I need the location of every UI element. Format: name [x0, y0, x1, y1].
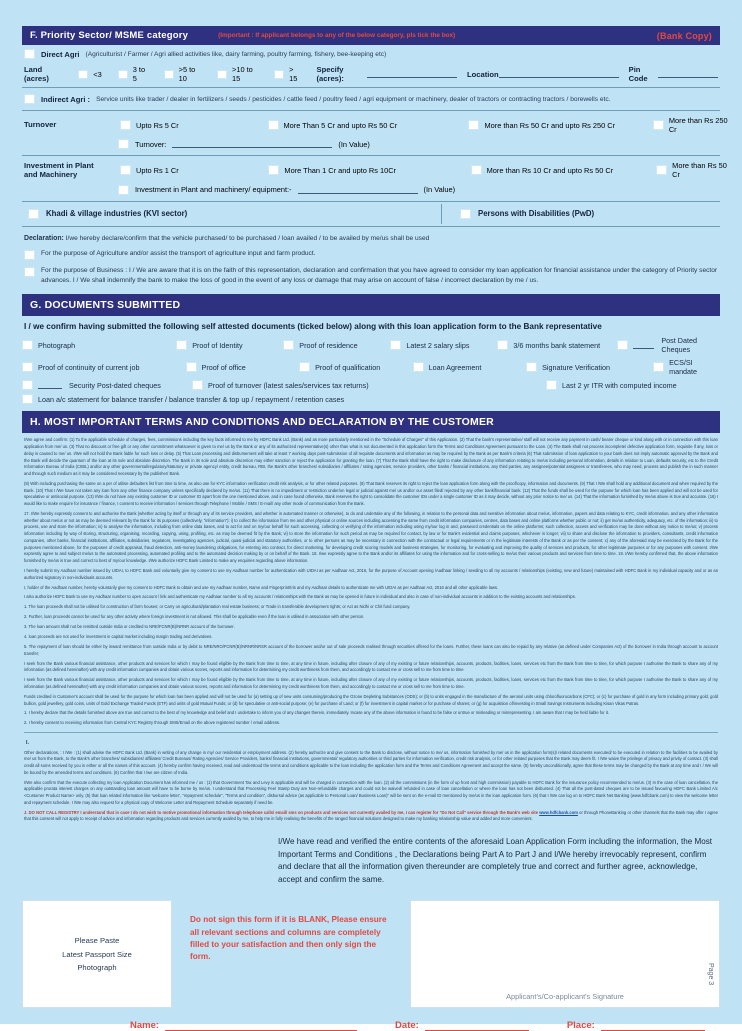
doc-label-continuity-job: Proof of continuity of current job: [38, 362, 140, 372]
direct-agri-row: [22, 45, 720, 63]
checkbox-investment-value[interactable]: [118, 185, 129, 195]
doc-label-proof-turnover: Proof of turnover (latest sales/services tax returns): [208, 380, 369, 390]
checkbox-pwd[interactable]: [460, 209, 471, 219]
kvi-pwd-row: [22, 204, 720, 224]
verification-statement: I/We have read and verified the entire contents of the aforesaid Loan Application Form including the information, the Most Important Terms and Conditions , the Declarations being Part A to Part J and I/We hereby irrevocably represent, confirm and declare that all the information given thereunder are completely true and correct and further agree, acknowledge, accept and confirm the same.: [278, 837, 713, 884]
terms-paragraph-1: I/We agree and confirm: (1) To the applicable schedule of charges, fees, commissions including the key facts informed to me by HDFC Bank Ltd. (Bank) and as more particularly mentioned in the "Schedule of Charges" of this Application. (2) That the bank's representative/ staff will not receive any payment in cash/ bearer cheque or kind along with or in connection with this loan application from me/ us. (3) That no discount or free gift or any other commitment whatsoever is given to me/ us by the Bank or any of its authorized representative(s) other than what is not documented in this application form the Terms and Conditions Agreement pursuant to the Loan. (4) The Bank shall not process incomplete/ defective application form, requisite if any, loss or delay is caused to me/ us. I/We will not hold the Bank liable for such loss or delay. (5) That Loan processing and disbursement will take at least 7 working days post-submission of all requisite documents and information as may be required by the Bank as per Bank's criteria (6) That submission of loan application to your bank does not imply automatic approval by the Bank and the Bank will decide the quantum of the loan at its sole and absolute discretion. The Bank in its sole and absolute discretion may either sanction or reject the application for granting the loan. (7) That the Bank shall have the right to make disclosure of any information relating to me/us including personal information, details in relation to Loan, defaults security, etc to the Credit Information Bureau of India (CIBIL) and/or any other governmental/regulatory/statutory or private agency/ entity, credit bureau, RBI, the Bank's other branches/ subsidiaries / affiliates / rating agencies, service providers, other banks / financial institutions, any third parties, any assignee/potential assignees or transferees, who may need, process and publish the in such manner and through such medium as it may be considered necessary by the publisher/ Bank.: [24, 437, 718, 477]
signature-label: Applicant's/Co-applicant's Signature: [506, 992, 624, 1002]
declaration-item-1-text: For the purpose of Agriculture and/or assist the transport of agriculture input and farm product.: [41, 250, 316, 258]
doc-item-signature-verification[interactable]: [526, 362, 653, 372]
investment-option-3[interactable]: [656, 161, 731, 179]
checkbox-doc-salary-slips[interactable]: [390, 340, 401, 350]
doc-label-photograph: Photograph: [38, 340, 76, 350]
doc-item-proof-qualification[interactable]: [299, 362, 413, 372]
terms-paragraph-3: 17. I/We hereby expressly consent to and authorise the Bank (whether acting by itself or through any of its service providers, and whether in automated manner or otherwise), to do and undertake any of the following, in relation to the personal data and sensitive information about me/us, information, papers and data relating to KYC, credit information, and any other information whether about me/us or not as may be deemed relevant by the Bank for its purposes (collectively, "information"): i) to collect the information from me and other physical or online sources including accessing the same from credit information companies, centres, data bases and online platforms whether public or not; ii) get me/us authenticity, adequacy, etc. of the information; iii) to process, use and store the information; iv) to analyse the information, including from online data bases, and to act for and on my/our behalf for such accessing, collecting or verifying of the information including using my/our log in and, password credentials on the online platforms; such collection, access and verification may be done without any notice to me/us; v) process information including by way of storing, structuring, organising, recording, copying, using, profiling, etc. as may be deemed fit by the Bank; vi) to store the information for such period as may be required for contact, by law or for Bank's evidential and claims purposes, whichever is longer; vii) to share and disclose the information to providers, consultants, credit information companies, other banks, financial institutions, affiliates, subsidiaries, regulators, investigating agencies, judicial, quasi-judicial and statutory authorities, or to other persons as may be necessary in connection with the contractual or legal requirements or in the legitimate interests of the Bank or as per the consent; x) any of the aforesaid may be exercised by the Bank for the purposes mentioned above, for the purposes of credit appraisal, fraud detection, anti-money laundering obligations, for entering into contract, for direct marketing, for developing credit scoring models and business strategies, for monitoring, for evaluating and improving the quality of services and products, for other legitimate purposes or for any purposes with consent. I/We expressly agree to and subject me/us to the automated processing, automated profiling and to the automated decision making by or on behalf of the Bank. 18. I/we expressly agree to the Bank and/or its affiliates for using the information and for cross-selling to me/us their various products and services from time to time. 19. I/We hereby confirmed that, the above information furnished by me/us is true and correct to best of my/our knowledge. I/We authorize HDFC Bank Limited to make any enquiries regarding above information.: [24, 510, 718, 564]
name-date-place-row: [22, 1008, 720, 1031]
kvi-cell[interactable]: [22, 204, 442, 224]
declaration-lead-text: I/we hereby declare/confirm that the vehicle purchased/ to be purchased / loan availed / to be availed by me/us shall be used: [65, 234, 430, 242]
documents-row-1: [22, 334, 720, 356]
checkbox-turnover-3[interactable]: [653, 120, 664, 130]
checkbox-doc-loan-ac-statement[interactable]: [22, 394, 33, 404]
checkbox-doc-proof-qualification[interactable]: [299, 362, 310, 372]
doc-label-loan-agreement: Loan Agreement: [428, 362, 482, 372]
turnover-option-label-2: More than Rs 50 Cr and upto Rs 250 Cr: [484, 120, 616, 130]
doc-item-proof-residence[interactable]: [283, 340, 390, 350]
checkbox-kvi[interactable]: [28, 209, 39, 219]
terms-paragraph-18: I/We also confirm that the execute collecting my loan Application Document has informed me / us : (1) that Government Tax and Levy is applicable and will be charged in connection with the loan. (2) all the commissions (in the form of up front and high commission) payable to HDFC Bank for the insurance policy recommended to me/us. (3) In the case of loan cancellation, the applicable prorata interest charges on any outstanding loan amount will have to be borne by me/us. I understand that Processing Fee/ Stamp Duty are Non-refundable charges and could not be waived/ refunded in case of loan cancellation or where the loan has not been disbursed. (4) That all the post-dated cheques are to be issued favouring HDFC Bank Limited A/c <Customer Product Name> only. (5) that loan related information like 'welcome letter', "repayment schedule", "Terms and condition", disbursal advice (as applicable to Personal Loan/ Business Loan)" will be sent on the e-mail ID mentioned by me/us in the loan application form. (6) that I /We can log on to HDFC Bank Net Banking (www.hdfcbank.com) to view the welcome letter and repayment schedule. I /We may also request for a physical copy of Welcome Letter and Repayment Schedule separately if need be.: [24, 779, 718, 805]
doc-item-photograph[interactable]: [22, 340, 176, 350]
photo-line-3: Photograph: [77, 963, 117, 973]
pwd-cell[interactable]: [442, 204, 720, 224]
land-option-0[interactable]: [78, 70, 101, 79]
turnover-option-1[interactable]: [268, 120, 469, 130]
doc-label-post-dated-cheques: Post Dated Cheques: [661, 336, 697, 355]
investment-option-1[interactable]: [268, 165, 470, 175]
doc-item-security-cheques[interactable]: [22, 380, 192, 390]
checkbox-doc-proof-identity[interactable]: [176, 340, 187, 350]
investment-row: [22, 158, 727, 183]
doc-item-continuity-job[interactable]: [22, 362, 186, 372]
place-input[interactable]: [601, 1020, 705, 1031]
blank-form-warning: Do not sign this form if it is BLANK, Please ensure all relevant sections and columns are completely filled to your satisfaction and then only sign the form.: [190, 915, 387, 962]
hdfc-bank-website-link[interactable]: www.hdfcbank.com: [539, 809, 578, 815]
section-header-terms: [22, 411, 720, 433]
place-label: Place:: [566, 1020, 595, 1031]
page-number: Page 3: [707, 963, 714, 986]
land-option-1[interactable]: [118, 65, 148, 83]
bank-copy-label: (Bank Copy): [656, 30, 712, 41]
priority-sector-title: F. Priority Sector/ MSME category: [30, 30, 189, 41]
turnover-value-row: [22, 137, 720, 153]
turnover-row: [22, 113, 728, 137]
land-option-3[interactable]: [217, 65, 258, 83]
doc-label-proof-identity: Proof of Identity: [192, 340, 243, 350]
checkbox-land-3to5[interactable]: [118, 70, 128, 79]
doc-item-loan-agreement[interactable]: [413, 362, 527, 372]
checkbox-direct-agri[interactable]: [24, 49, 35, 59]
checkbox-doc-continuity-job[interactable]: [22, 362, 33, 372]
checkbox-turnover-0[interactable]: [120, 120, 131, 130]
checkbox-turnover-value[interactable]: [118, 139, 129, 149]
checkbox-investment-3[interactable]: [656, 165, 667, 175]
checkbox-land-5to10[interactable]: [164, 70, 174, 79]
do-not-call-text: J. DO NOT CALL REGISTRY I understand that in case I do not wish to motive promotional information through telephone calls/ email/ sms on products and services not currently availed by me, I can register for "Do Not Call" service through the Bank's web site: [24, 809, 540, 815]
doc-item-ecs-mandate[interactable]: [653, 358, 720, 376]
investment-label: [24, 161, 120, 180]
investment-option-label-2: More than Rs 10 Cr and upto Rs 50 Cr: [486, 165, 614, 175]
documents-title: G. DOCUMENTS SUBMITTED: [30, 299, 181, 312]
land-option-4[interactable]: [274, 65, 300, 83]
pwd-label: Persons with Disabilities (PwD): [478, 209, 595, 219]
land-acres-label: Land (acres): [24, 65, 49, 83]
doc-item-loan-ac-statement[interactable]: [22, 394, 344, 404]
terms-body: [22, 433, 720, 823]
investment-label-line2: and Machinery: [24, 170, 78, 180]
investment-option-label-1: More Than 1 Cr and upto Rs 10Cr: [284, 165, 397, 175]
footer-area: [22, 900, 720, 1008]
date-label: Date:: [395, 1020, 419, 1031]
terms-paragraph-17: Other declarations, : I /We : (1) shall advise the HDFC Bank Ltd. (Bank) in writing of any change in my/ our residential or employment address. (2) hereby authorize and give consent to the Bank to disclose, without notice to me/ us, information furnished by me/ us in the application form(s)/ related documents executed/ to be executed in relation to the facilities to be availed by me/ us from the Bank, to the Bank's other branches/ subsidiaries/ affiliates/ Credit Bureaus/ Rating Agencies/ Service Providers, banks/ financial institutions, governmental/ regulatory authorities or third parties for information verification, credit risk analysis, or for other related purposes that the Bank may deem fit. I /We waive the privilege of privacy and privity of contact. (3) shall credit all sums received by you in either or all the names of this account. (4) hereby confirm having received, read and understood the terms and conditions applicable to the loan including the application form and the Terms and Conditions Agreement and accept the same. (5) hereby unconditionally, agree that these terms may be changed by the Bank at any time and I / We will be bound by the amended terms and conditions. (6) Confirm that I /we are citizen of India.: [24, 749, 718, 775]
indirect-agri-row: [22, 90, 720, 108]
direct-agri-note: (Agriculturist / Farmer / Agri allied activities like, dairy farming, poultry farming, fishery, bee-keeping etc): [85, 50, 387, 58]
terms-paragraph-19: [24, 810, 718, 823]
indirect-agri-note: Service units like trader / dealer in fertilizers / seeds / pesticides / cattle feed / poultry feed / agri equipment or machinery, dealer of tractors or contracting tractors / borewells etc.: [96, 95, 611, 103]
security-cheques-count-input[interactable]: [38, 382, 62, 389]
terms-paragraph-14: Funds credited in Customer's account shall be used for the purpose for which loan has been applied and will not be used for (a) setting up of new units consuming/producing the Ozone Depleting Substances (ODS); or (b) to units engaged in the manufacture of the aerosol units using chlorofluorocarbons (CFC); or (c) for purchase of gold in any form including primary gold, gold bullion, gold jewellery, gold coins, units of Gold Exchange Traded Funds (ETF) and units of gold Mutual Funds; or (d) for speculative or anti-social purpose; (e) for purchase of Land; or (f) for investment in capital market or for purchase of shares; or (g) for acquisition of/investing in Small Savings Instruments including Kisan Vikas Patras.: [24, 693, 718, 706]
doc-label-loan-ac-statement: Loan a/c statement for balance transfer / balance transfer & top up / repayment / retention cases: [38, 394, 345, 404]
checkbox-turnover-1[interactable]: [268, 120, 279, 130]
terms-paragraph-10: 4. loan proceeds are not used for investment in capital market including margin trading and derivatives.: [24, 634, 213, 640]
name-input[interactable]: [165, 1020, 357, 1031]
land-option-label-4: > 15: [289, 65, 298, 83]
photograph-paste-box[interactable]: [22, 900, 172, 1008]
documents-row-2: [22, 356, 720, 378]
date-input[interactable]: [425, 1020, 529, 1031]
checkbox-land-gt15[interactable]: [274, 70, 284, 79]
photo-line-2: Latest Passport Size: [62, 949, 132, 959]
name-label: Name:: [130, 1020, 160, 1031]
turnover-option-label-3: More than Rs 250 Cr: [668, 116, 728, 134]
priority-sector-important-note: (Important : If applicant belongs to any of the below category, pls tick the box): [218, 32, 456, 39]
terms-paragraph-8: 2. Further, loan proceeds cannot be used for any other activity where foreign investment is not allowed. This shall be applicable even if the loan is utilised in association with other person.: [24, 614, 365, 620]
priority-declaration-lead: [22, 229, 720, 246]
checkbox-doc-photograph[interactable]: [22, 340, 33, 350]
documents-intro: I / we confirm having submitted the following self attested documents (ticked below) along with this loan application form to the Bank representative: [24, 322, 602, 332]
doc-item-proof-turnover[interactable]: [192, 380, 546, 390]
terms-paragraph-12: I seek from the Bank various financial assistance, other products and services for which I may be found eligible by the Bank from time to time, at any time in future, including after closure of any of my existing or future relationships, accounts, products, facilities, loans, services etc from the Bank from time to time, for which purpose I authorise the Bank to share any of my information (as defined hereinafter) with any credit information companies and obtain various scores, reports and information for determining my credit worthiness from them, and accordingly to contact me or cross sell to me from time to time: [24, 660, 718, 673]
terms-paragraph-6: I also authorize HDFC Bank to use my Aadhaar number to open account / link and authenticate my Aadhaar number to all my accounts / relationships with the Bank as may be opened in future in individual and also in case of non-individual accounts in addition to the existing accounts and relationships.: [24, 594, 576, 600]
doc-label-salary-slips: Latest 2 salary slips: [406, 340, 470, 350]
investment-option-2[interactable]: [471, 165, 657, 175]
checkbox-doc-security-cheques[interactable]: [22, 380, 33, 390]
doc-label-proof-office: Proof of office: [201, 362, 246, 372]
terms-paragraph-9: 3. The loan amount shall not be remitted outside India or credited to NRE/FCNR(B)/NRNR account of the borrower.: [24, 624, 235, 630]
checkbox-doc-proof-residence[interactable]: [283, 340, 294, 350]
location-label: Location: [466, 69, 499, 79]
pincode-label: Pin Code: [628, 65, 648, 83]
turnover-value-label: Turnover:: [135, 139, 167, 149]
indirect-agri-label: Indirect Agri :: [41, 94, 91, 104]
investment-option-label-3: More than Rs 50 Cr: [672, 161, 727, 180]
turnover-option-0[interactable]: [120, 120, 268, 130]
documents-row-3: [22, 378, 720, 392]
specify-acres-input[interactable]: [367, 70, 457, 78]
checkbox-doc-proof-turnover[interactable]: [192, 380, 203, 390]
terms-paragraph-11: 5. The repayment of loan should be either by inward remittance from outside India or by debit to NRE/NRO/FCNR(B)/NRNR/NRSR account of the borrower and/or out of sale proceeds realised through securities offered for the loans. Further, these loans can also be repaid by any relative (as defined under Companies Act) of the borrower in India through account to account transfer;: [24, 643, 718, 656]
doc-item-proof-office[interactable]: [186, 362, 300, 372]
signature-box[interactable]: [410, 900, 720, 1008]
terms-divider: [24, 732, 718, 733]
land-option-label-3: >10 to 15: [232, 65, 253, 83]
kvi-label: Khadi & village industries (KVI sector): [46, 209, 188, 219]
turnover-option-label-0: Upto Rs 5 Cr: [136, 120, 179, 130]
terms-paragraph-4: I hereby submit my Aadhaar number issued by UIDAI, to HDFC Bank and voluntarily give my consent to use my Aadhaar number for authentication with UIDAI as per Aadhaar Act, 2016, for the purpose of Account opening /Aadhaar linking / seeding to all my accounts / relationships (existing, new and future) maintained with HDFC Bank in my individual capacity and or as an authorized signatory in non-individuals accounts.: [24, 567, 718, 580]
do-not-call-text-post: or through PhoneBanking or other channels that the Bank may offer I agree that this consent will not apply to receipt of advice and information regarding products and services currently availed by me, to help me in fully realising the benefits of the ranged financial solutions designed to make my banking relationship value and added and more convenient.: [24, 809, 718, 822]
documents-row-4: [22, 392, 720, 406]
photograph-instructions: [62, 934, 132, 974]
section-i-label: I.: [26, 740, 29, 747]
investment-option-0[interactable]: [120, 165, 268, 175]
doc-label-itr: Last 2 yr ITR with computed income: [562, 380, 677, 390]
doc-label-ecs-mandate: ECS/SI mandate: [669, 358, 698, 377]
land-acres-row: [22, 63, 720, 85]
checkbox-land-10to15[interactable]: [217, 70, 227, 79]
checkbox-turnover-2[interactable]: [468, 120, 479, 130]
terms-title: H. MOST IMPORTANT TERMS AND CONDITIONS AND DECLARATION BY THE CUSTOMER: [30, 416, 494, 429]
doc-item-proof-identity[interactable]: [176, 340, 283, 350]
investment-value-input[interactable]: [298, 186, 418, 194]
declaration-item-1: [22, 246, 720, 263]
doc-label-proof-qualification: Proof of qualification: [315, 362, 381, 372]
terms-paragraph-16: 2. I hereby consent to receiving information from Central KYC Registry through SMS/Email on the above registered number / email address.: [24, 720, 281, 726]
land-option-label-2: >5 to 10: [178, 65, 196, 83]
turnover-in-value-note: (In Value): [338, 139, 370, 149]
investment-value-row: [22, 183, 720, 199]
checkbox-investment-2[interactable]: [471, 165, 482, 175]
investment-option-label-0: Upto Rs 1 Cr: [136, 165, 179, 175]
checkbox-doc-signature-verification[interactable]: [526, 362, 537, 372]
terms-paragraph-13: I seek from the Bank various financial assistance, other products and services for which I may be found eligible by the Bank from time to time, at any time in future, including after closure of any of my existing or future relationships, accounts, products, facilities, loans, services etc from the Bank from time to time, for which purpose I authorise the Bank to share any of my information (as defined hereinafter) with any credit information companies and obtain various scores, reports and information for determining my credit worthiness from them, and accordingly to contact me or cross sell to me from time to time.: [24, 677, 718, 689]
declaration-heading: Declaration:: [24, 234, 64, 242]
checkbox-declaration-agriculture[interactable]: [24, 250, 35, 260]
photo-line-1: Please Paste: [74, 936, 120, 946]
land-option-2[interactable]: [164, 65, 201, 83]
checkbox-investment-1[interactable]: [268, 165, 279, 175]
turnover-option-label-1: More Than 5 Cr and upto Rs 50 Cr: [283, 120, 398, 130]
terms-paragraph-5: I, holder of the Aadhaar number, hereby voluntarily give my consent to HDFC Bank to obtain and use my Aadhaar number, Name and Fingerprint/Iris and my Aadhaar details to authenticate me with UIDAI as per Aadhaar Act, 2016 and all other applicable laws.: [24, 584, 499, 590]
documents-checklist: [22, 334, 720, 406]
doc-item-bank-statement[interactable]: [497, 340, 617, 350]
checkbox-doc-bank-statement[interactable]: [497, 340, 508, 350]
turnover-label: Turnover: [24, 120, 57, 130]
checkbox-doc-proof-office[interactable]: [186, 362, 197, 372]
doc-item-salary-slips[interactable]: [390, 340, 497, 350]
checkbox-declaration-business[interactable]: [24, 267, 35, 277]
checkbox-doc-ecs-mandate[interactable]: [653, 362, 664, 372]
location-input[interactable]: [499, 70, 619, 78]
turnover-option-3[interactable]: [653, 116, 731, 134]
turnover-value-input[interactable]: [172, 140, 332, 148]
doc-label-security-cheques: Security Post-dated cheques: [69, 380, 161, 390]
turnover-option-2[interactable]: [468, 120, 652, 130]
land-option-label-1: 3 to 5: [132, 65, 146, 83]
pincode-input[interactable]: [658, 70, 718, 78]
checkbox-land-lt3[interactable]: [78, 70, 88, 79]
direct-agri-label: Direct Agri: [41, 49, 80, 59]
declaration-item-2-text: For the purpose of Business : I / We are aware that it is on the faith of this representation, declaration and confirmation that you have agreed to consider my loan application for financial assistance under the category of Priority sector advances. I / We shall indemnify the bank to make the loss of good in the event of any loss or damage that may arise on account of false / incorrect declaration by me / us.: [41, 267, 718, 284]
section-header-documents: [22, 294, 720, 316]
checkbox-doc-itr[interactable]: [546, 380, 557, 390]
checkbox-indirect-agri[interactable]: [24, 94, 35, 104]
land-option-label-0: <3: [93, 69, 102, 79]
doc-item-itr[interactable]: [546, 380, 677, 390]
section-header-priority-sector: [22, 26, 720, 45]
checkbox-doc-loan-agreement[interactable]: [413, 362, 424, 372]
checkbox-investment-0[interactable]: [120, 165, 131, 175]
specify-acres-label: Specify (acres):: [316, 65, 344, 83]
doc-label-bank-statement: 3/6 months bank statement: [513, 340, 601, 350]
doc-label-proof-residence: Proof of residence: [299, 340, 358, 350]
checkbox-doc-post-dated-cheques[interactable]: [617, 340, 628, 350]
terms-paragraph-15: 1. I hereby declare that the details furnished above are true and correct to the best of my knowledge and belief and I undertake to inform you of any changes therein, immediately. Incase any of the above information is found to be false or untrue or misleading or misrepresenting. I am aware that I may be held liable for it.: [24, 710, 610, 716]
doc-label-signature-verification: Signature Verification: [542, 362, 611, 372]
investment-in-value-note: (In Value): [423, 185, 456, 195]
investment-value-label: Investment in Plant and machinery/ equipment:-: [135, 185, 292, 195]
terms-paragraph-2: (8) With including purchasing the same on a per of utilise defaulters list from time to time, as also use for KYC information verification credit risk analysis, or for other related purposes. (9) That Bank reserves its right to reject the loan application form along with the proof/copy, information and documents. (9) That I /We shall hold any additional document and when required by the Bank. (10) That I /We have not taken any loan from any other finance company unless specifically declared by me/us. (11) That there is no impediment or restriction under/on legal or judicial against me/ us and/or our asset filed/ rejected by any other bank/financial bank. (12) That the funds shall be used for the purpose for which loan has been applied and will not be used for speculative or antisocial purpose. (13) I/We do not have any existing customer ID or customer ID apart from the one mentioned above, and in case found otherwise, Bank reserves the right to consolidate the customer IDs under a single customer ID as it may decide, without any prior notice to me/ us. (14) That the information furnished by me/us above is true and accurate. (16) I would like to make enquire for insurance / finance, I consent to receive information / services through Telephone / Mobile / SMS / E-mail/ any other mode of communication from the Bank.: [24, 480, 718, 507]
terms-paragraph-7: 1. The loan proceeds shall not be utilised for construction of farm houses; or Carry on agricultural/plantation real estate business; or Trade in transferable development rights; or Act as Nidhi or Chit fund company.: [24, 604, 411, 610]
post-dated-cheques-count-input[interactable]: [633, 342, 654, 349]
investment-label-line1: Investment in Plant: [24, 161, 94, 170]
declaration-item-2: [22, 263, 720, 288]
doc-item-post-dated-cheques[interactable]: [617, 336, 720, 354]
